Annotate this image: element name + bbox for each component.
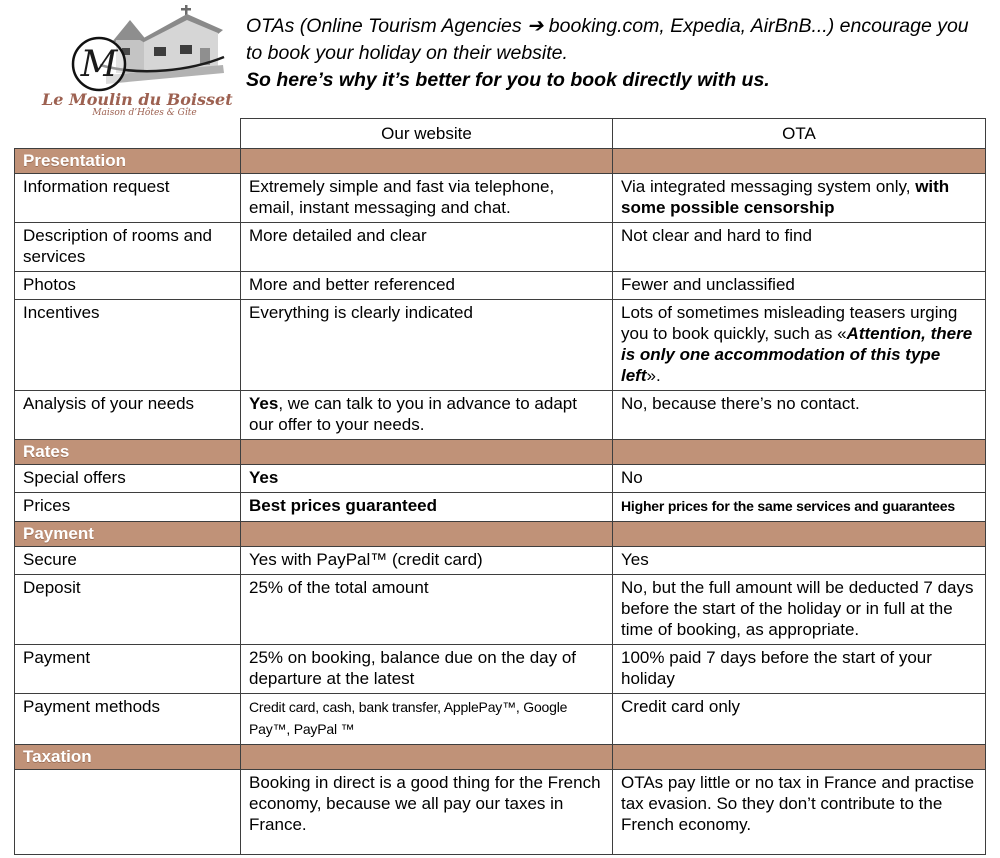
- corner-spacer: [15, 119, 241, 149]
- table-row: [15, 645, 986, 694]
- cell-text: No: [621, 468, 643, 487]
- row-label: [15, 694, 241, 745]
- cell-text: 25% of the total amount: [249, 578, 429, 597]
- cell-text: No, because there’s no contact.: [621, 394, 860, 413]
- cell-text: Payment: [23, 648, 91, 667]
- section-label: Presentation: [15, 149, 241, 174]
- cell-text: Higher prices for the same services and guarantees: [621, 498, 955, 514]
- cell-text: ».: [646, 366, 661, 385]
- cell-text: Credit card, cash, bank transfer, ApplePay™, Google Pay™, PayPal ™: [249, 699, 568, 737]
- ota-cell: [613, 223, 986, 272]
- cell-text: Analysis of your needs: [23, 394, 195, 413]
- ota-cell: [613, 300, 986, 391]
- cell-text: Yes: [249, 468, 279, 487]
- cell-text: Via integrated messaging system only,: [621, 177, 916, 196]
- ota-cell: [613, 174, 986, 223]
- section-row: [15, 745, 986, 770]
- cell-text: Fewer and unclassified: [621, 275, 795, 294]
- section-spacer: [613, 522, 986, 547]
- row-label: [15, 770, 241, 855]
- our-website-cell: [241, 645, 613, 694]
- our-website-cell: [241, 465, 613, 493]
- cell-text: Description of rooms and services: [23, 226, 212, 266]
- section-row: [15, 522, 986, 547]
- logo-name: Le Moulin du Boisset: [42, 90, 233, 109]
- monogram: [73, 38, 125, 90]
- ota-cell: [613, 272, 986, 300]
- section-row: [15, 440, 986, 465]
- table-row: [15, 547, 986, 575]
- ota-cell: [613, 547, 986, 575]
- cell-text: Everything is clearly indicated: [249, 303, 473, 322]
- cell-text: 100% paid 7 days before the start of your holiday: [621, 648, 932, 688]
- section-spacer: [241, 745, 613, 770]
- ota-cell: [613, 465, 986, 493]
- intro-line-regular: OTAs (Online Tourism Agencies ➔ booking.com, Expedia, AirBnB...) encourage you to book your holiday on their website.: [246, 15, 969, 64]
- cell-text: Deposit: [23, 578, 81, 597]
- row-label: [15, 223, 241, 272]
- section-spacer: [613, 745, 986, 770]
- section-spacer: [613, 440, 986, 465]
- cell-text: , we can talk to you in advance to adapt our offer to your needs.: [249, 394, 577, 434]
- monogram-letter: M: [80, 44, 118, 85]
- our-website-cell: [241, 391, 613, 440]
- ota-cell: [613, 391, 986, 440]
- our-website-cell: [241, 272, 613, 300]
- cell-text: Lots of sometimes misleading teasers urging you to book quickly, such as «: [621, 303, 958, 343]
- table-row: [15, 272, 986, 300]
- table-row: [15, 174, 986, 223]
- intro-line-bold: So here’s why it’s better for you to book directly with us.: [246, 69, 770, 91]
- row-label: [15, 645, 241, 694]
- row-label: [15, 300, 241, 391]
- our-website-cell: [241, 300, 613, 391]
- section-row: [15, 149, 986, 174]
- table-row: [15, 493, 986, 522]
- our-website-cell: [241, 174, 613, 223]
- cell-text: No, but the full amount will be deducted 7 days before the start of the holiday or in full at the time of booking, as appropriate.: [621, 578, 974, 639]
- col-header-ota: OTA: [613, 119, 986, 149]
- table-row: [15, 575, 986, 645]
- table-row: [15, 223, 986, 272]
- cell-text: Attention, there is only one accommodation of this type left: [621, 324, 973, 385]
- cell-text: More and better referenced: [249, 275, 456, 294]
- table-row: [15, 300, 986, 391]
- row-label: [15, 272, 241, 300]
- cell-text: Credit card only: [621, 697, 741, 716]
- cell-text: Secure: [23, 550, 77, 569]
- table-row: [15, 391, 986, 440]
- cell-text: Information request: [23, 177, 170, 196]
- row-label: [15, 493, 241, 522]
- cell-text: Photos: [23, 275, 76, 294]
- table-row: [15, 770, 986, 855]
- section-label: Taxation: [15, 745, 241, 770]
- cell-text: Incentives: [23, 303, 100, 322]
- cell-text: with some possible censorship: [621, 177, 950, 217]
- ota-cell: [613, 694, 986, 745]
- row-label: [15, 575, 241, 645]
- our-website-cell: [241, 547, 613, 575]
- cell-text: Not clear and hard to find: [621, 226, 812, 245]
- cell-text: Special offers: [23, 468, 126, 487]
- ota-cell: [613, 575, 986, 645]
- logo-tagline: Maison d’Hôtes & Gîte: [92, 108, 197, 118]
- cell-text: 25% on booking, balance due on the day of departure at the latest: [249, 648, 577, 688]
- cell-text: Yes: [249, 394, 279, 413]
- header-row: [15, 119, 986, 149]
- section-spacer: [241, 522, 613, 547]
- row-label: [15, 174, 241, 223]
- table-row: [15, 465, 986, 493]
- logo: [42, 4, 233, 118]
- table-row: [15, 694, 986, 745]
- comparison-table-body: [15, 149, 986, 855]
- ota-cell: [613, 770, 986, 855]
- row-label: [15, 465, 241, 493]
- row-label: [15, 547, 241, 575]
- cell-text: Prices: [23, 496, 71, 515]
- section-spacer: [613, 149, 986, 174]
- section-spacer: [241, 440, 613, 465]
- section-spacer: [241, 149, 613, 174]
- cell-text: OTAs pay little or no tax in France and practise tax evasion. So they don’t contribute to the French economy.: [621, 773, 975, 834]
- cell-text: Extremely simple and fast via telephone, email, instant messaging and chat.: [249, 177, 555, 217]
- our-website-cell: [241, 770, 613, 855]
- col-header-our-website: Our website: [241, 119, 613, 149]
- cell-text: Yes: [621, 550, 649, 569]
- ota-cell: [613, 645, 986, 694]
- cell-text: Payment methods: [23, 697, 161, 716]
- ota-cell: [613, 493, 986, 522]
- row-label: [15, 391, 241, 440]
- our-website-cell: [241, 575, 613, 645]
- section-label: Rates: [15, 440, 241, 465]
- our-website-cell: [241, 694, 613, 745]
- section-label: Payment: [15, 522, 241, 547]
- intro-text: [246, 13, 984, 94]
- cell-text: Yes with PayPal™ (credit card): [249, 550, 483, 569]
- cell-text: Best prices guaranteed: [249, 496, 438, 515]
- comparison-table: [14, 118, 986, 855]
- our-website-cell: [241, 223, 613, 272]
- our-website-cell: [241, 493, 613, 522]
- cell-text: Booking in direct is a good thing for the French economy, because we all pay our taxes in France.: [249, 773, 601, 834]
- cell-text: More detailed and clear: [249, 226, 427, 245]
